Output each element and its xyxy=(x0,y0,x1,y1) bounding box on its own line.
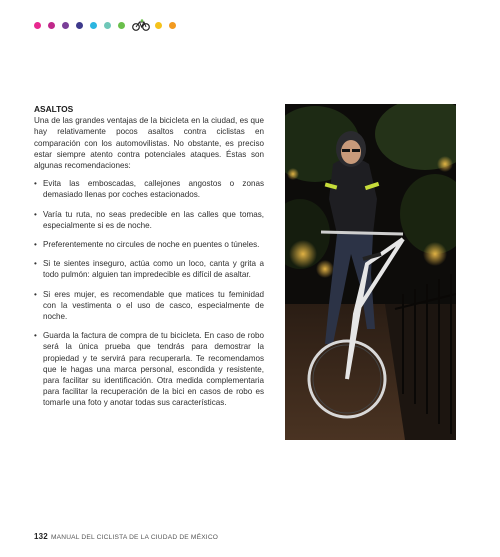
article-column xyxy=(34,104,264,417)
color-dot xyxy=(169,22,176,29)
page-footer xyxy=(34,532,218,541)
list-item: • Preferentemente no circules de noche en puentes o túneles. xyxy=(34,239,264,250)
color-dot xyxy=(155,22,162,29)
list-item: • Guarda la factura de compra de tu bicicleta. En caso de robo será la única prueba que tendrás para demostrar la propiedad y te servirá para recuperarla. Te recomendamos que le hagas una marca personal, escondida y resistente, para facilitar su identificación. Otra medida complementaria para facilitar la recuperación de la bici en casos de robo es tomarle una foto y anotar todas sus características. xyxy=(34,330,264,408)
night-cyclist-image xyxy=(285,104,456,440)
color-dot xyxy=(90,22,97,29)
intro-paragraph: Una de las grandes ventajas de la bicicleta en la ciudad, es que hay relativamente pocos asaltos contra ciclistas en comparación con los automovilistas. No obstante, es preciso estar siempre atento contra potenciales ataques. Éstas son algunas recomendaciones: xyxy=(34,116,264,171)
header-dots xyxy=(34,19,183,31)
list-item: • Si te sientes inseguro, actúa como un loco, canta y grita a todo pulmón: alguien tan impredecible es difícil de asaltar. xyxy=(34,258,264,280)
section-heading: ASALTOS xyxy=(34,104,74,114)
list-item: • Evita las emboscadas, callejones angostos o zonas demasiado llenas por coches estacionados. xyxy=(34,178,264,200)
cyclist-photo xyxy=(285,104,456,440)
page-number: 132 xyxy=(34,532,48,541)
color-dot xyxy=(48,22,55,29)
color-dot xyxy=(118,22,125,29)
book-title: MANUAL DEL CICLISTA DE LA CIUDAD DE MÉXICO xyxy=(50,534,219,541)
color-dot xyxy=(34,22,41,29)
color-dot xyxy=(76,22,83,29)
list-item: • Varía tu ruta, no seas predecible en las calles que tomas, especialmente si es de noche. xyxy=(34,209,264,231)
color-dot xyxy=(104,22,111,29)
recommendation-list xyxy=(34,178,264,408)
bicycle-icon xyxy=(132,19,150,31)
color-dot xyxy=(62,22,69,29)
list-item: • Si eres mujer, es recomendable que matices tu feminidad con la vestimenta o el uso de casco, especialmente de noche. xyxy=(34,289,264,323)
